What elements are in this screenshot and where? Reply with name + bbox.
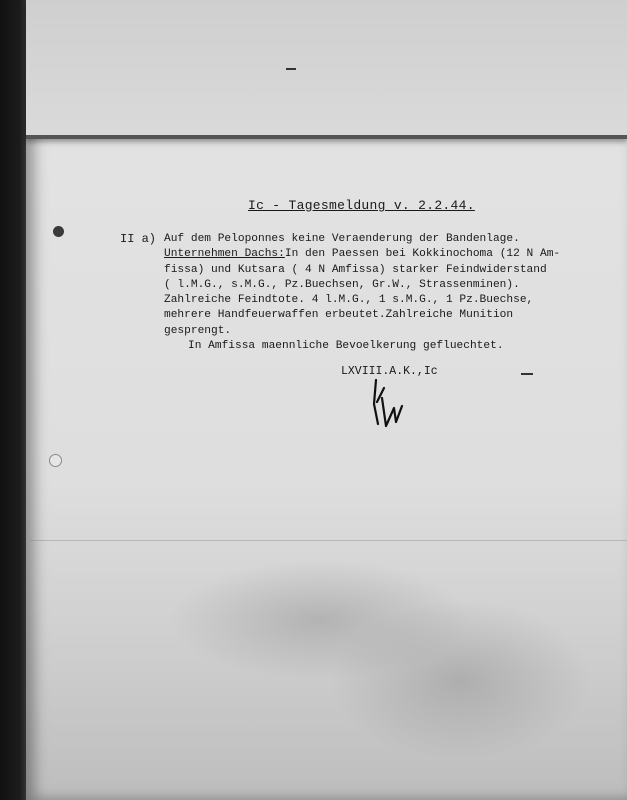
handwritten-signature <box>368 378 408 430</box>
punch-hole <box>53 226 64 237</box>
report-title: Ic - Tagesmeldung v. 2.2.44. <box>248 198 475 213</box>
scan-left-edge <box>0 0 28 800</box>
body-line: gesprengt. <box>164 324 232 337</box>
section-label: II a) <box>120 232 157 246</box>
body-line: Zahlreiche Feindtote. 4 l.M.G., 1 s.M.G., 1 Pz.Buechse, <box>164 294 534 307</box>
body-line: Auf dem Peloponnes keine Veraenderung der Bandenlage. <box>164 233 520 245</box>
body-line: ( l.M.G., s.M.G., Pz.Buechsen, Gr.W., Strassenminen). <box>164 278 520 291</box>
paper-stain <box>330 600 590 760</box>
punch-hole <box>49 454 62 467</box>
ink-mark <box>286 68 296 70</box>
operation-heading: Unternehmen Dachs: <box>164 248 285 261</box>
sender-unit: LXVIII.A.K.,Ic <box>341 365 438 378</box>
ink-mark <box>521 373 533 375</box>
body-line: In Amfissa maennliche Bevoelkerung gefluechtet. <box>188 340 504 353</box>
overlapping-top-sheet <box>26 0 627 139</box>
body-line-text: In den Paessen bei Kokkinochoma (12 N Am- <box>284 248 561 261</box>
body-line: mehrere Handfeuerwaffen erbeutet.Zahlreiche Munition <box>164 309 514 322</box>
report-body <box>164 232 604 354</box>
fold-line <box>30 540 627 541</box>
body-line: fissa) und Kutsara ( 4 N Amfissa) starker Feindwiderstand <box>164 263 547 276</box>
body-line <box>164 247 604 262</box>
